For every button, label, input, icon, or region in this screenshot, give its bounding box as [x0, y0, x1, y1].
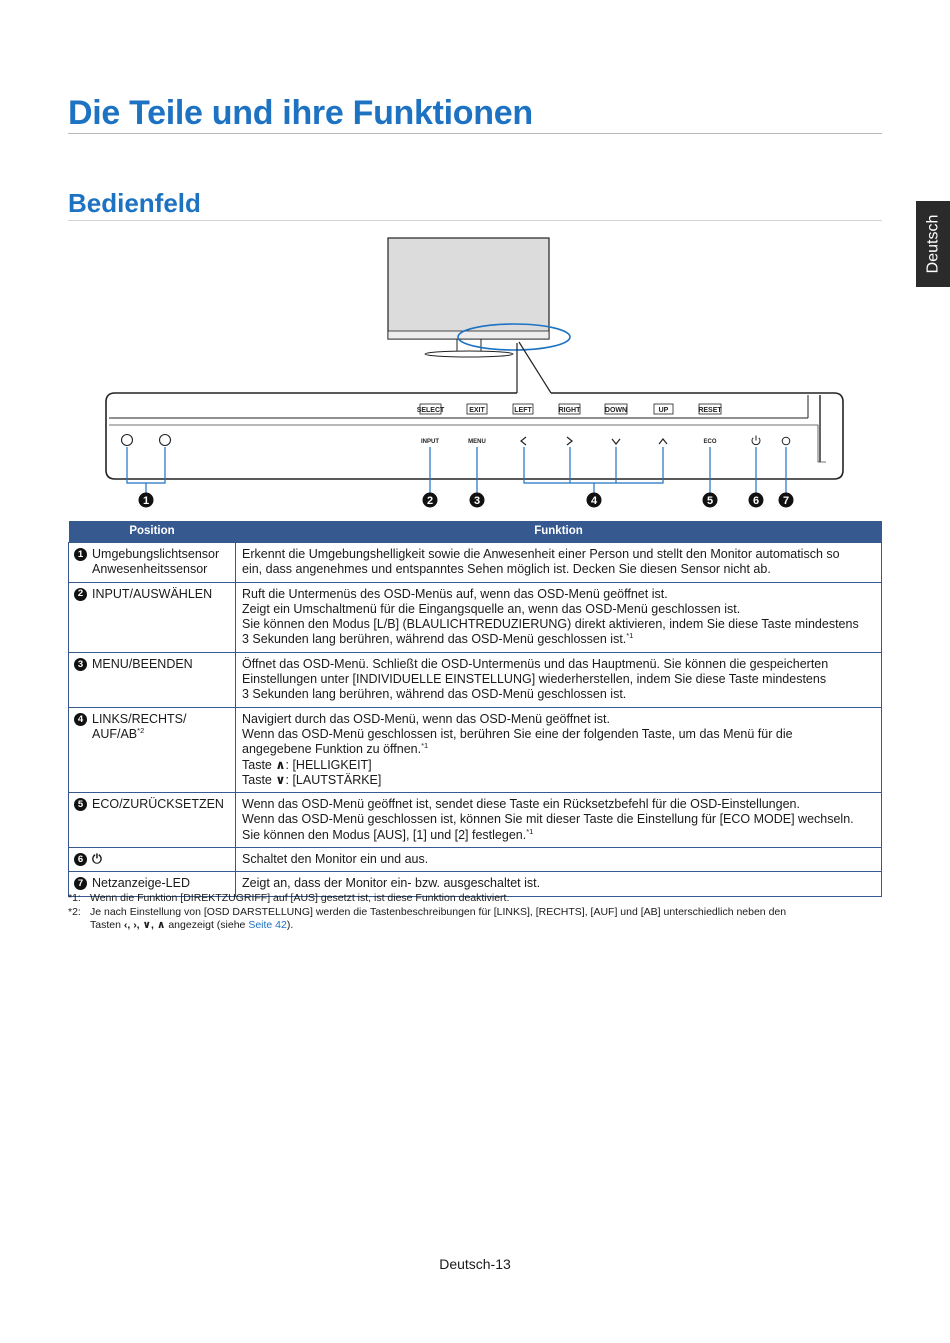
svg-text:4: 4: [590, 495, 598, 507]
menu-button-label: MENU: [468, 439, 486, 445]
row-number: 3: [74, 658, 87, 671]
input-button-label: INPUT: [421, 439, 439, 445]
row-number: 1: [74, 548, 87, 561]
page-42-link[interactable]: Seite 42: [248, 919, 287, 931]
table-row: [69, 582, 882, 652]
monitor-illustration: [388, 238, 549, 357]
bezel-closeup: [106, 393, 843, 479]
table-row: [69, 848, 882, 872]
svg-text:1: 1: [142, 495, 150, 507]
position-cell: 3 MENU/BEENDEN: [69, 652, 236, 707]
function-cell: Schaltet den Monitor ein und aus.: [236, 848, 882, 872]
footnotes: [68, 892, 882, 933]
down-arrow-icon: [612, 439, 620, 444]
arrow-keys-icons: ‹, ›, ∨, ∧: [123, 919, 166, 931]
section-title: Bedienfeld: [68, 188, 201, 218]
up-arrow-icon: ∧: [275, 757, 286, 772]
page-title: Die Teile und ihre Funktionen: [68, 94, 533, 132]
svg-text:5: 5: [706, 495, 714, 507]
presence-sensor-icon: [160, 435, 171, 446]
table-row: [69, 543, 882, 583]
row-number: 2: [74, 588, 87, 601]
ambient-sensor-icon: [122, 435, 133, 446]
function-cell: Wenn das OSD-Menü geöffnet ist, sendet diese Taste ein Rücksetzbefehl für die OSD-Einstellungen. Wenn das OSD-Menü geschlossen ist, können Sie mit dieser Taste die Einstellung für [ECO MODE] wechseln. Sie können den Modus [AUS], [1] und [2] festlegen.$^{*1}$: [236, 793, 882, 848]
svg-text:2: 2: [426, 495, 434, 507]
left-arrow-icon: [521, 437, 526, 445]
osd-key-labels: [417, 404, 723, 414]
row-number: 5: [74, 798, 87, 811]
function-cell: Ruft die Untermenüs des OSD-Menüs auf, wenn das OSD-Menü geöffnet ist. Zeigt ein Umschaltmenü für die Eingangsquelle an, wenn das OSD-Menü geschlossen ist. Sie können den Modus [L/B] (BLAULICHTREDUZIERUNG) direkt aktivieren, indem Sie diese Taste mindestens 3 Sekunden lang berühren, während das OSD-Menü geschlossen ist.$^{*1}$: [236, 582, 882, 652]
select-key-label: SELECT: [416, 407, 445, 414]
power-led-icon: [782, 437, 790, 445]
position-cell: 7 Netzanzeige-LED: [69, 872, 236, 896]
function-cell: Zeigt an, dass der Monitor ein- bzw. ausgeschaltet ist.: [236, 872, 882, 896]
position-cell: 4 LINKS/RECHTS/ AUF/AB$^{*2}$: [69, 707, 236, 792]
position-cell: [69, 848, 236, 872]
up-key-label: UP: [658, 407, 669, 414]
svg-text:3: 3: [473, 495, 481, 507]
header-position: Position: [69, 521, 236, 543]
svg-text:7: 7: [782, 495, 790, 507]
row-number: 4: [74, 713, 87, 726]
eco-button-label: ECO: [703, 439, 717, 445]
table-row: [69, 707, 882, 792]
footnote-1: *1: Wenn die Funktion [DIREKTZUGRIFF] auf [AUS] gesetzt ist, ist diese Funktion deaktiviert.: [68, 892, 510, 904]
left-key-label: LEFT: [514, 407, 532, 414]
function-cell: Navigiert durch das OSD-Menü, wenn das OSD-Menü geöffnet ist. Wenn das OSD-Menü geschlossen ist, berühren Sie eine der folgenden Taste, um das Menü für die angegebene Funktion zu öffnen.$^{*1}$ Taste ∧: [HELLIGKEIT] Taste ∨: [LAUTSTÄRKE]: [236, 707, 882, 792]
right-arrow-icon: [567, 437, 572, 445]
up-arrow-icon: [659, 439, 667, 444]
table-row: [69, 793, 882, 848]
control-panel-diagram: [0, 0, 950, 520]
svg-text:6: 6: [752, 495, 760, 507]
footnote-2: *2: Je nach Einstellung von [OSD DARSTELLUNG] werden die Tastenbeschreibungen für [LINKS], [RECHTS], [AUF] und [AB] unterschiedlich neben den Tasten ‹, ›, ∨, ∧ angezeigt (siehe Seite 42).: [68, 905, 787, 931]
function-cell: Erkennt die Umgebungshelligkeit sowie die Anwesenheit einer Person und stellt den Monitor automatisch so ein, dass angenehmes und entspanntes Sehen möglich ist. Decken Sie diesen Sensor nicht ab.: [236, 543, 882, 583]
row-number: 6: [74, 853, 87, 866]
callout-numbers: [139, 493, 794, 508]
function-table: [68, 521, 882, 897]
page-footer: Deutsch-13: [439, 1256, 511, 1272]
position-cell: 5 ECO/ZURÜCKSETZEN: [69, 793, 236, 848]
header-function: Funktion: [236, 521, 882, 543]
position-cell: 2 INPUT/AUSWÄHLEN: [69, 582, 236, 652]
power-icon: ⏻: [92, 852, 102, 867]
exit-key-label: EXIT: [469, 407, 485, 414]
table-row: [69, 652, 882, 707]
right-key-label: RIGHT: [558, 407, 581, 414]
down-arrow-icon: ∨: [275, 772, 286, 787]
bezel-buttons: [122, 435, 790, 446]
language-tab-label: Deutsch: [924, 214, 942, 274]
row-number: 7: [74, 877, 87, 890]
reset-key-label: RESET: [698, 407, 722, 414]
table-header-row: [69, 521, 882, 543]
function-cell: Öffnet das OSD-Menü. Schließt die OSD-Untermenüs und das Hauptmenü. Sie können die gespeicherten Einstellungen unter [INDIVIDUELLE EINSTELLUNG] wiederherstellen, indem Sie diese Taste mindestens 3 Sekunden lang berühren, während das OSD-Menü geschlossen ist.: [236, 652, 882, 707]
down-key-label: DOWN: [604, 407, 628, 414]
position-cell: 1 Umgebungslichtsensor Anwesenheitssensor: [69, 543, 236, 583]
leader-lines: [127, 447, 786, 494]
